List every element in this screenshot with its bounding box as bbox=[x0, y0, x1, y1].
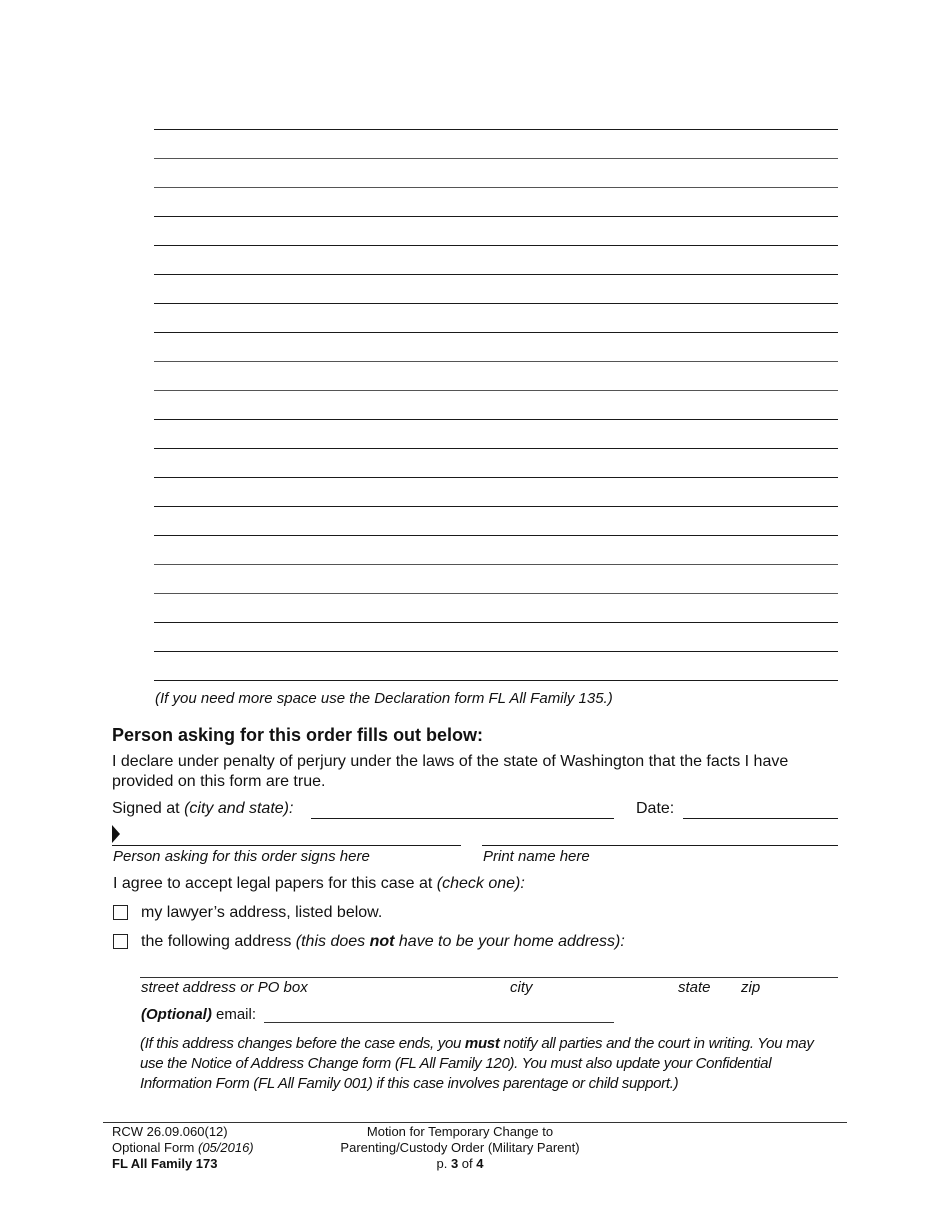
page-prefix: p. bbox=[436, 1156, 451, 1171]
ruled-line[interactable] bbox=[154, 187, 838, 188]
sign-here-arrow-icon bbox=[112, 825, 122, 843]
email-field[interactable] bbox=[264, 1022, 614, 1023]
footer-divider bbox=[103, 1122, 847, 1123]
accept-papers-hint: (check one): bbox=[436, 875, 525, 892]
city-caption: city bbox=[510, 979, 533, 996]
ruled-line[interactable] bbox=[154, 506, 838, 507]
ruled-line[interactable] bbox=[154, 564, 838, 565]
date-field[interactable] bbox=[683, 818, 838, 819]
email-text: email: bbox=[211, 1006, 257, 1023]
ruled-line[interactable] bbox=[154, 535, 838, 536]
footer-left bbox=[112, 1124, 254, 1172]
zip-caption: zip bbox=[741, 979, 761, 996]
ruled-line[interactable] bbox=[154, 390, 838, 391]
address-change-notice bbox=[140, 1034, 840, 1094]
date-label: Date: bbox=[636, 800, 675, 817]
accept-papers-text bbox=[113, 875, 525, 893]
ruled-line[interactable] bbox=[154, 274, 838, 275]
page-total: 4 bbox=[476, 1156, 484, 1171]
ruled-line[interactable] bbox=[154, 419, 838, 420]
address-hint-a: (this does bbox=[295, 933, 370, 950]
more-space-note: (If you need more space use the Declaration form FL All Family 135.) bbox=[155, 690, 613, 707]
ruled-line[interactable] bbox=[154, 593, 838, 594]
following-address-label bbox=[141, 933, 625, 951]
ruled-line[interactable] bbox=[154, 651, 838, 652]
ruled-line[interactable] bbox=[154, 361, 838, 362]
accept-papers-main: I agree to accept legal papers for this case at bbox=[113, 875, 437, 892]
ruled-line[interactable] bbox=[154, 332, 838, 333]
lawyer-address-label: my lawyer’s address, listed below. bbox=[141, 904, 383, 921]
ruled-line[interactable] bbox=[154, 448, 838, 449]
ruled-line[interactable] bbox=[154, 216, 838, 217]
signed-at-label bbox=[112, 800, 293, 818]
print-name-field[interactable] bbox=[482, 845, 838, 846]
perjury-declaration: I declare under penalty of perjury under the laws of the state of Washington that the facts I have provided on this form are true. bbox=[112, 753, 789, 790]
notice-part-b: notify all parties and the court in writing. You may use the Notice of Address Change form (FL All Family 120). You must also update your Confidential Information Form (FL All Family 001) if this case involves parentage or child support.) bbox=[140, 1035, 814, 1092]
signed-at-hint: (city and state): bbox=[184, 800, 294, 817]
footer-form-id: FL All Family 173 bbox=[112, 1156, 218, 1171]
footer-title-line2: Parenting/Custody Order (Military Parent) bbox=[340, 1140, 580, 1155]
address-field[interactable] bbox=[140, 977, 838, 978]
signs-here-caption: Person asking for this order signs here bbox=[113, 848, 370, 865]
footer-page-number bbox=[310, 1156, 610, 1172]
following-address-text: the following address bbox=[141, 933, 296, 950]
ruled-line[interactable] bbox=[154, 622, 838, 623]
ruled-line[interactable] bbox=[154, 129, 838, 130]
following-address-checkbox[interactable] bbox=[113, 934, 128, 949]
print-name-caption: Print name here bbox=[483, 848, 590, 865]
email-label bbox=[141, 1006, 256, 1023]
street-caption: street address or PO box bbox=[141, 979, 308, 996]
footer-form-date: (05/2016) bbox=[197, 1140, 254, 1155]
address-hint-not: not bbox=[369, 933, 395, 950]
state-caption: state bbox=[678, 979, 711, 996]
optional-tag: (Optional) bbox=[141, 1006, 212, 1023]
ruled-line[interactable] bbox=[154, 245, 838, 246]
footer-title-line1: Motion for Temporary Change to bbox=[366, 1124, 554, 1139]
ruled-line[interactable] bbox=[154, 477, 838, 478]
signed-at-text: Signed at bbox=[112, 800, 185, 817]
footer-center bbox=[310, 1124, 610, 1172]
footer-optional-label: Optional Form bbox=[112, 1140, 198, 1155]
signed-at-field[interactable] bbox=[311, 818, 614, 819]
notice-part-a: (If this address changes before the case ends, you bbox=[140, 1035, 465, 1052]
footer-optional-form bbox=[112, 1140, 254, 1156]
page-current: 3 bbox=[450, 1156, 459, 1171]
lawyer-address-checkbox[interactable] bbox=[113, 905, 128, 920]
page-of: of bbox=[458, 1156, 477, 1171]
address-hint-c: have to be your home address): bbox=[394, 933, 625, 950]
footer-rcw: RCW 26.09.060(12) bbox=[112, 1124, 228, 1139]
signature-section-heading: Person asking for this order fills out below: bbox=[112, 725, 484, 745]
signature-field[interactable] bbox=[112, 845, 461, 846]
notice-must: must bbox=[464, 1035, 500, 1052]
ruled-line[interactable] bbox=[154, 303, 838, 304]
ruled-line[interactable] bbox=[154, 158, 838, 159]
ruled-line[interactable] bbox=[154, 680, 838, 681]
